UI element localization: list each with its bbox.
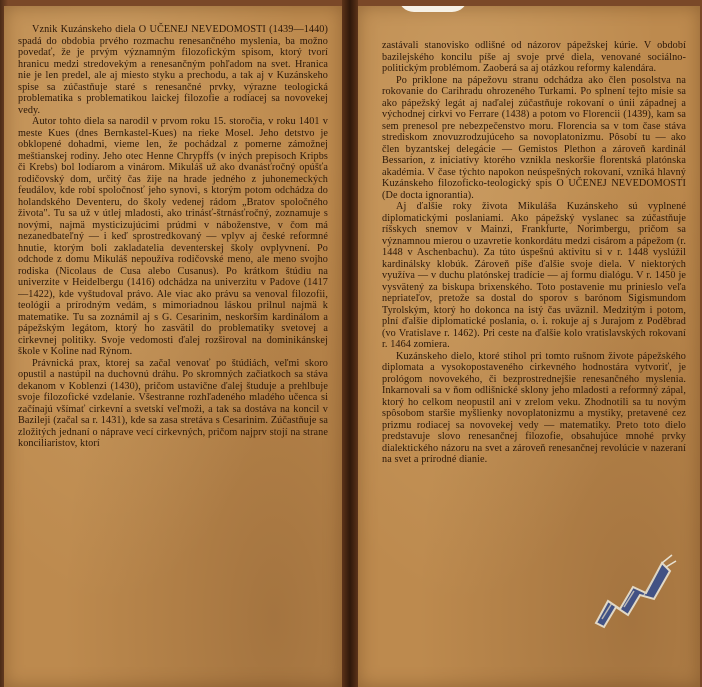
page-stain	[398, 6, 468, 12]
paragraph: zastávali stanovisko odlišné od názorov pápežskej kúrie. V období bazilejského koncilu píše aj svoje prvé diela, venované sociálno-politickým problémom. Zaoberá sa aj otázkou reformy kalendára.	[382, 40, 686, 74]
paragraph: Po priklone na pápežovu stranu odchádza ako člen posolstva na rokovanie do Carihradu ohrozeného Turkami. Po splnení tejto misie sa ako pápežský legát aj naďalej zúčastňuje rokovaní o únii západnej a východnej cirkvi vo Ferrare (1438) a potom vo Florencii (1439), kam sa sem prenesol pre nebezpečenstvo moru. Florencia sa v tom čase stáva strediskom znovuzrodzujúceho sa novoplatonizmu. Pôsobí tu — ako člen byzantskej delegácie — Gemistos Plethon a zároveň kardinál Bessarion, z iniciatívy ktorého vznikla neskoršie florentská platónska akadémia. V čase týchto napokon neúspešných rokovaní, vzniká hlavný Kuzánskeho filozoficko-teologický spis O UČENEJ NEVEDOMOSTI (De docta ignorantia).	[382, 74, 686, 201]
left-page	[4, 6, 342, 687]
paragraph: Kuzánskeho dielo, ktoré stihol pri tomto rušnom živote pápežského diplomata a vysokopostaveného cirkevného hodnostára vytvoriť, je prológom novovekého, či bezprostrednejšie renesančného myslenia. Inkarnovali sa v ňom odlišnické sklony jeho mladosti a reformný zápal, ktorý ho celkom neopustil ani v zrelom veku. Zhodnotili sa tu novým spôsobom staršie myšlienky novoplatonizmu a mystiky, pretavené cez prizmu rodiacej sa novovekej vedy — matematiky. Preto toto dielo predstavuje slovo renesančnej filozofie, obsahujúce mnohé prvky dialektického názoru na svet a zároveň renesančnej revolúcie v nazeraní na svet a prírodné dianie.	[382, 350, 686, 465]
right-page	[358, 6, 700, 687]
fabric-bookmark-icon	[578, 549, 678, 629]
left-page-text	[18, 24, 328, 450]
paragraph: Právnická prax, ktorej sa začal venovať po štúdiách, veľmi skoro opustil a nastúpil na duchovnú dráhu. Po skromných začiatkoch sa stáva dekanom v Koblenzi (1430), pričom ustavične ďalej študuje a prehlbuje svoje filozofické vzdelanie. Všestranne rozhľadeného mladého učenca si začínajú všímať cirkevní a svetskí veľmoži, a tak sa dostáva na koncil v Bazileji (začal sa r. 1431), kde sa zasa stretáva s Cesarinim. Zúčastňuje sa zložitých jednaní o náprave vecí cirkevných, pričom najprv stojí na strane konciliaristov, ktorí	[18, 357, 328, 449]
paragraph: Vznik Kuzánskeho diela O UČENEJ NEVEDOMOSTI (1439—1440) spadá do obdobia prvého rozmachu renesančného myslenia, ba možno povedať, že je prvým významným filozofickým spisom, ktorý tvorí hranicu medzi stredovekým a renesančným pohľadom na svet. Hranica nie je len predel, ale aj miesto styku a prechodu, a tak aj v Kuzánskeho spise sa zúčastňuje staré s renesančné prvky, výrazne teologická problematika s problematikou laickej filozofie a rodiacej sa novovekej vedy.	[18, 24, 328, 116]
right-page-text	[382, 40, 686, 466]
paragraph: Autor tohto diela sa narodil v prvom roku 15. storočia, v roku 1401 v meste Kues (dnes Bernkastel-Kues) na rieke Mosel. Jeho detstvo je obklopené dohadmi, vieme len, že pochádzal z pomerne zámožnej meštianskej rodiny. Jeho otec Henne Chrypffs (v iných prepisoch Kripbs či Krebs) bol lodiarom a vinárom. Mikuláš už ako dvanásťročný opúšťa rodičovský dom, určitý čas žije na hrade jedného z juhonemeckých feudálov, kde robí spoločnosť jeho synovi, s ktorým potom odchádza do holandského Deventeru, do školy vedenej rádom „Bratov spoločného života". Tu sa už v útlej mladosti, ako trinásť-štrnásťročný, zoznamuje s novými, najmä mysticizujúcimi prúdmi v náboženstve, v čom má nezanedbateľný — i keď sprostredkovaný — vplyv aj české reformné hnutie, ktorým boli zakladatelia deventerskej školy ovplyvnení. Po odchode z domu Mikuláš nepoužíva rodičovské meno, ale meno svojho rodiska (Nicolaus de Cusa alebo Cusanus). Po krátkom štúdiu na univerzite v Heidelbergu (1416) odchádza na univerzitu v Padove (1417—1422), kde vyštudoval právo. Ale viac ako právu sa venoval filozofii, teológii a prírodným vedám, s mimoriadnou láskou prilnul najmä k matematike. Tu sa zoznámil aj s G. Cesarinim, neskorším kardinálom a pápežským legátom, ktorý ho zasvätil do problematiky svetovej a cirkevnej politiky. Svoje vedomosti ďalej rozširoval na dominikánskej škole v Koline nad Rýnom.	[18, 116, 328, 357]
book-gutter	[342, 0, 358, 687]
paragraph: Aj ďalšie roky života Mikuláša Kuzánskeho sú vyplnené diplomatickými poslaniami. Ako pápežský vyslanec sa zúčastňuje ríšskych snemov v Mainzi, Frankfurte, Norimbergu, pričom sa významnou mierou o uzavretie konkordátu medzi cisárom a pápežom (r. 1448 v Aschenbachu). Za túto úspešnú aktivitu si v r. 1448 vyslúžil kardinálsky klobúk. Zároveň píše ďalšie svoje diela. V niektorých využíva — v duchu platónskej tradície — aj formu dialógu. V r. 1450 je vysvätený za biskupa brixenského. Toto postavenie mu prinieslo veľa nepriateľov, pretože sa dostal do sporov s barónom Sigismundom Tyrolským, ktorý ho dokonca na istý čas uväznil. Medzitým i potom, plní ďalšie diplomatické poslania, o. i. rokuje aj s Jurajom z Poděbrad (vo Vratislave r. 1462). Pri ceste na ďalšie kolo vratislavských rokovaní r. 1464 zomiera.	[382, 201, 686, 350]
